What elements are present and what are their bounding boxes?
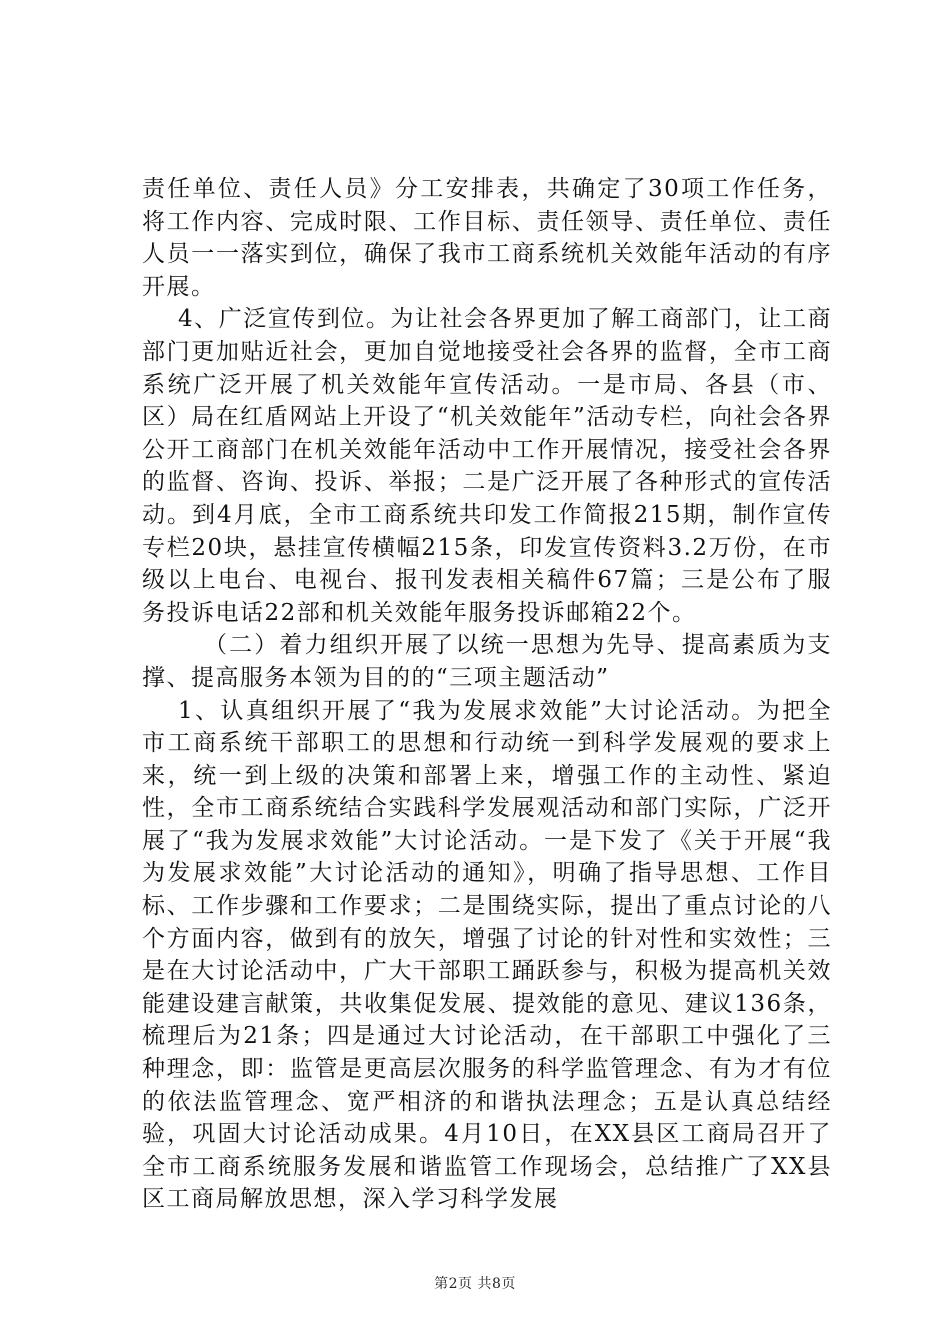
- document-body: [142, 173, 832, 1216]
- section-heading-two: （二）着力组织开展了以统一思想为先导、提高素质为支撑、提高服务本领为目的的“三项主题活动”: [142, 632, 832, 691]
- paragraph-publicity: 4、广泛宣传到位。为让社会各界更加了解工商部门，让工商部门更加贴近社会，更加自觉地接受社会各界的监督，全市工商系统广泛开展了机关效能年宣传活动。一是市局、各县（市、区）局在红盾网站上开设了“机关效能年”活动专栏，向社会各界公开工商部门在机关效能年活动中工作开展情况，接受社会各界的监督、咨询、投诉、举报；二是广泛开展了各种形式的宣传活动。到4月底，全市工商系统共印发工作简报215期，制作宣传专栏20块，悬挂宣传横幅215条，印发宣传资料3.2万份，在市级以上电台、电视台、报刊发表相关稿件67篇；三是公布了服务投诉电话22部和机关效能年服务投诉邮箱22个。: [142, 306, 832, 626]
- paragraph-continuation: 责任单位、责任人员》分工安排表，共确定了30项工作任务，将工作内容、完成时限、工作目标、责任领导、责任单位、责任人员一一落实到位，确保了我市工商系统机关效能年活动的有序开展。: [142, 176, 832, 300]
- page-footer: 第2页 共8页: [434, 1276, 516, 1292]
- paragraph-discussion-activity: 1、认真组织开展了“我为发展求效能”大讨论活动。为把全市工商系统干部职工的思想和行动统一到科学发展观的要求上来，统一到上级的决策和部署上来，增强工作的主动性、紧迫性，全市工商系统结合实践科学发展观活动和部门实际，广泛开展了“我为发展求效能”大讨论活动。一是下发了《关于开展“我为发展求效能”大讨论活动的通知》，明确了指导思想、工作目标、工作步骤和工作要求；二是围绕实际，提出了重点讨论的八个方面内容，做到有的放矢，增强了讨论的针对性和实效性；三是在大讨论活动中，广大干部职工踊跃参与，积极为提高机关效能建设建言献策，共收集促发展、提效能的意见、建议136条，梳理后为21条；四是通过大讨论活动，在干部职工中强化了三种理念，即：监管是更高层次服务的科学监管理念、有为才有位的依法监管理念、宽严相济的和谐执法理念；五是认真总结经验，巩固大讨论活动成果。4月10日，在XX县区工商局召开了全市工商系统服务发展和谐监管工作现场会，总结推广了XX县区工商局解放思想，深入学习科学发展: [142, 697, 832, 1213]
